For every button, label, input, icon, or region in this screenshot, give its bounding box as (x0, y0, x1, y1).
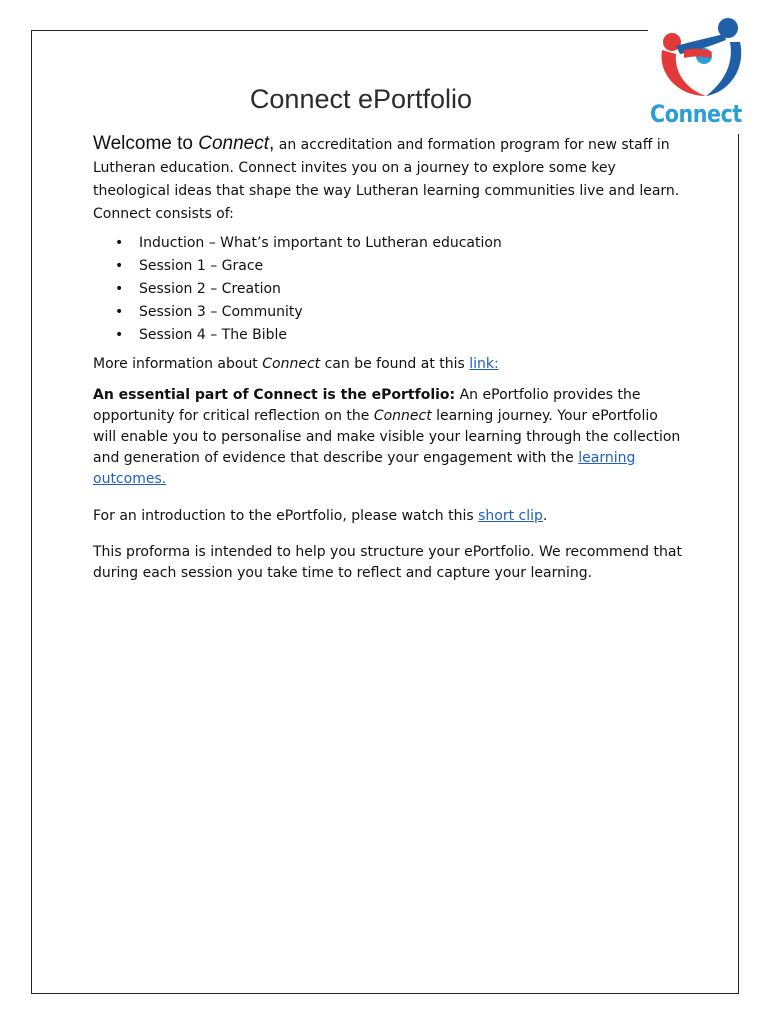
list-item: • Session 1 – Grace (113, 255, 683, 278)
bullet-icon: • (115, 258, 124, 274)
info-paragraph: More information about Connect can be found at this link: (93, 356, 499, 372)
list-item: • Induction – What’s important to Lutheran education (113, 232, 683, 255)
sessions-list (93, 232, 683, 347)
intro-paragraph (93, 132, 683, 226)
short-clip-link[interactable]: short clip (478, 508, 543, 524)
learning-outcomes-link[interactable]: learning outcomes. (93, 450, 636, 487)
eportfolio-heading: An essential part of Connect is the ePortfolio: (93, 387, 456, 403)
page-title: Connect ePortfolio (249, 84, 473, 114)
list-item: • Session 2 – Creation (113, 278, 683, 301)
more-info-link[interactable]: link: (469, 356, 499, 372)
bullet-icon: • (115, 281, 124, 297)
connect-logo-text: Connect (650, 100, 742, 128)
bullet-icon: • (115, 304, 124, 320)
proforma-paragraph: This proforma is intended to help you structure your ePortfolio. We recommend that during each session you take time to reflect and capture your learning. (93, 544, 682, 581)
intro-text: an accreditation and formation program for new staff in Lutheran education. Connect invites you on a journey to explore some key theological ideas that shape the way Lutheran learning communities live and learn. Connect consists of: (93, 137, 680, 222)
list-item: • Session 4 – The Bible (113, 324, 683, 347)
clip-paragraph: For an introduction to the ePortfolio, please watch this short clip. (93, 508, 548, 524)
bullet-icon: • (115, 235, 124, 251)
list-item: • Session 3 – Community (113, 301, 683, 324)
connect-logo (648, 8, 752, 134)
bullet-icon: • (115, 327, 124, 343)
intro-lead: Welcome to Connect, (93, 133, 275, 154)
eportfolio-paragraph: An essential part of Connect is the ePortfolio: An ePortfolio provides the opportunity for critical reflection on the Connect learning journey. Your ePortfolio will enable you to personalise and make visible your learning through the collection and generation of evidence that describe your engagement with the learning outcomes. (93, 387, 681, 487)
document-body (93, 132, 683, 598)
